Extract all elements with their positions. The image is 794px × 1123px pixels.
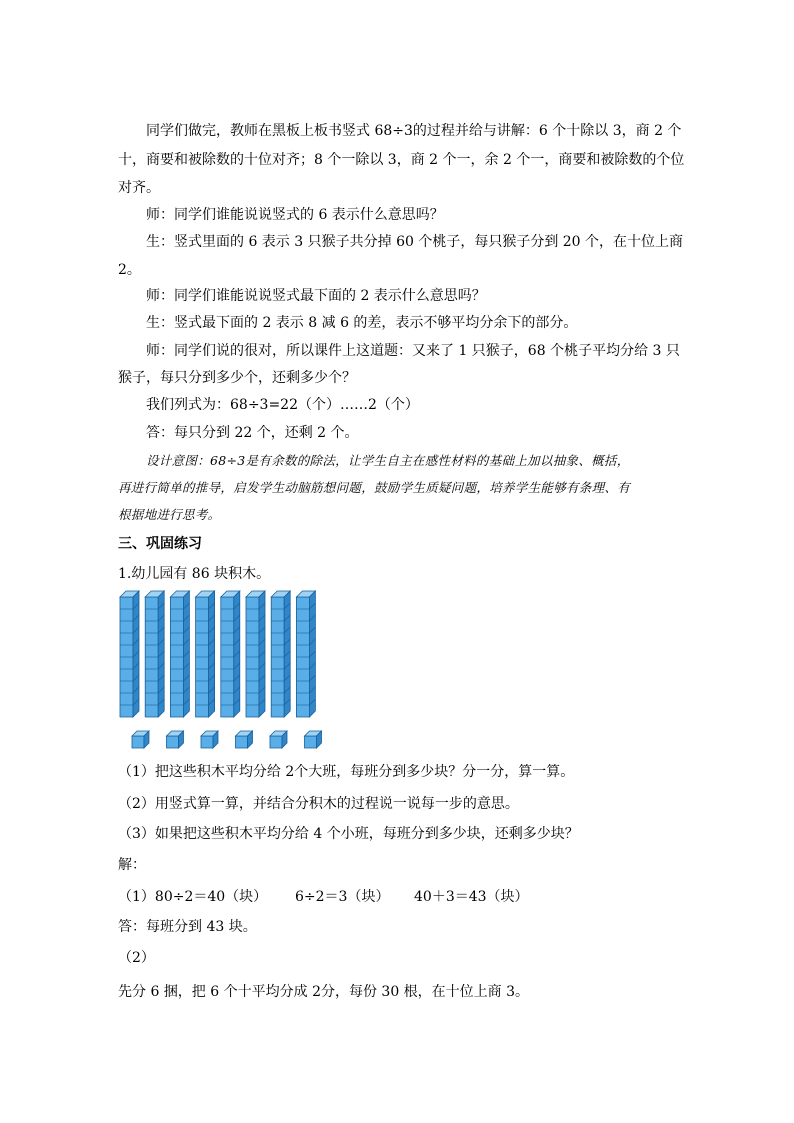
- teacher-question: 师：同学们谁能说说竖式最下面的 2 表示什么意思吗？: [146, 288, 486, 304]
- teacher-statement: 猴子，每只分到多少个，还剩多少个？: [118, 370, 356, 386]
- unit-cube: [132, 731, 149, 748]
- paragraph-line: 十，商要和被除数的十位对齐；8 个一除以 3，商 2 个一，余 2 个一，商要和被除数的个位: [118, 152, 685, 168]
- unit-cube: [167, 731, 184, 748]
- teacher-statement: 师：同学们说的很对，所以课件上这道题：又来了 1 只猴子，68 个桃子平均分给 3 只: [146, 343, 680, 359]
- unit-cube: [270, 731, 287, 748]
- unit-cube: [236, 731, 253, 748]
- design-intent: 设计意图：68÷3是有余数的除法，让学生自主在感性材料的基础上加以抽象、概括，: [146, 453, 630, 468]
- blocks-illustration: [112, 590, 342, 760]
- unit-cube: [305, 731, 322, 748]
- ten-rod: [120, 591, 139, 717]
- answer-line: 答：每只分到 22 个，还剩 2 个。: [146, 425, 359, 441]
- cube-face: [167, 736, 179, 748]
- solution-label: （2）: [118, 950, 155, 966]
- solution-step: 6÷2＝3（块）: [295, 889, 390, 905]
- exercise-intro: 1.幼儿园有 86 块积木。: [118, 566, 271, 582]
- paragraph-line: 对齐。: [118, 180, 160, 196]
- design-intent: 根据地进行思考。: [118, 507, 221, 522]
- ten-rod: [170, 591, 189, 717]
- ten-rod: [221, 591, 240, 717]
- ten-rod: [145, 591, 164, 717]
- design-intent: 再进行简单的推导，启发学生动脑筋想问题，鼓励学生质疑问题，培养学生能够有条理、有: [118, 480, 631, 495]
- ten-rod: [196, 591, 215, 717]
- solution-label: 解：: [118, 857, 146, 873]
- exercise-question: （3）如果把这些积木平均分给 4 个小班，每班分到多少块，还剩多少块？: [118, 826, 579, 842]
- cube-face: [270, 736, 282, 748]
- exercise-question: （2）用竖式算一算，并结合分积木的过程说一说每一步的意思。: [118, 796, 519, 812]
- student-answer: 2。: [118, 262, 141, 278]
- cube-face: [132, 736, 144, 748]
- student-answer: 生：竖式最下面的 2 表示 8 减 6 的差，表示不够平均分余下的部分。: [146, 315, 578, 331]
- unit-cube: [201, 731, 218, 748]
- solution-step: 40＋3＝43（块）: [414, 889, 529, 905]
- section-heading: 三、巩固练习: [118, 536, 202, 552]
- formula-line: 我们列式为：68÷3=22（个）……2（个）: [146, 397, 419, 413]
- student-answer: 生：竖式里面的 6 表示 3 只猴子共分掉 60 个桃子，每只猴子分到 20 个，在十位上商: [146, 234, 684, 250]
- cube-face: [236, 736, 248, 748]
- solution-step: （1）80÷2＝40（块）: [118, 889, 268, 905]
- solution-answer: 答：每班分到 43 块。: [118, 919, 257, 935]
- paragraph-line: 同学们做完，教师在黑板上板书竖式 68÷3的过程并给与讲解：6 个十除以 3，商 2 个: [146, 123, 682, 139]
- ten-rod: [296, 591, 315, 717]
- exercise-question: （1）把这些积木平均分给 2个大班，每班分到多少块？分一分，算一算。: [118, 764, 575, 780]
- solution-step: 先分 6 捆，把 6 个十平均分成 2分，每份 30 根，在十位上商 3。: [118, 984, 530, 1000]
- ten-rod: [246, 591, 265, 717]
- ten-rod: [271, 591, 290, 717]
- cube-face: [201, 736, 213, 748]
- teacher-question: 师：同学们谁能说说竖式的 6 表示什么意思吗？: [146, 207, 444, 223]
- cube-face: [305, 736, 317, 748]
